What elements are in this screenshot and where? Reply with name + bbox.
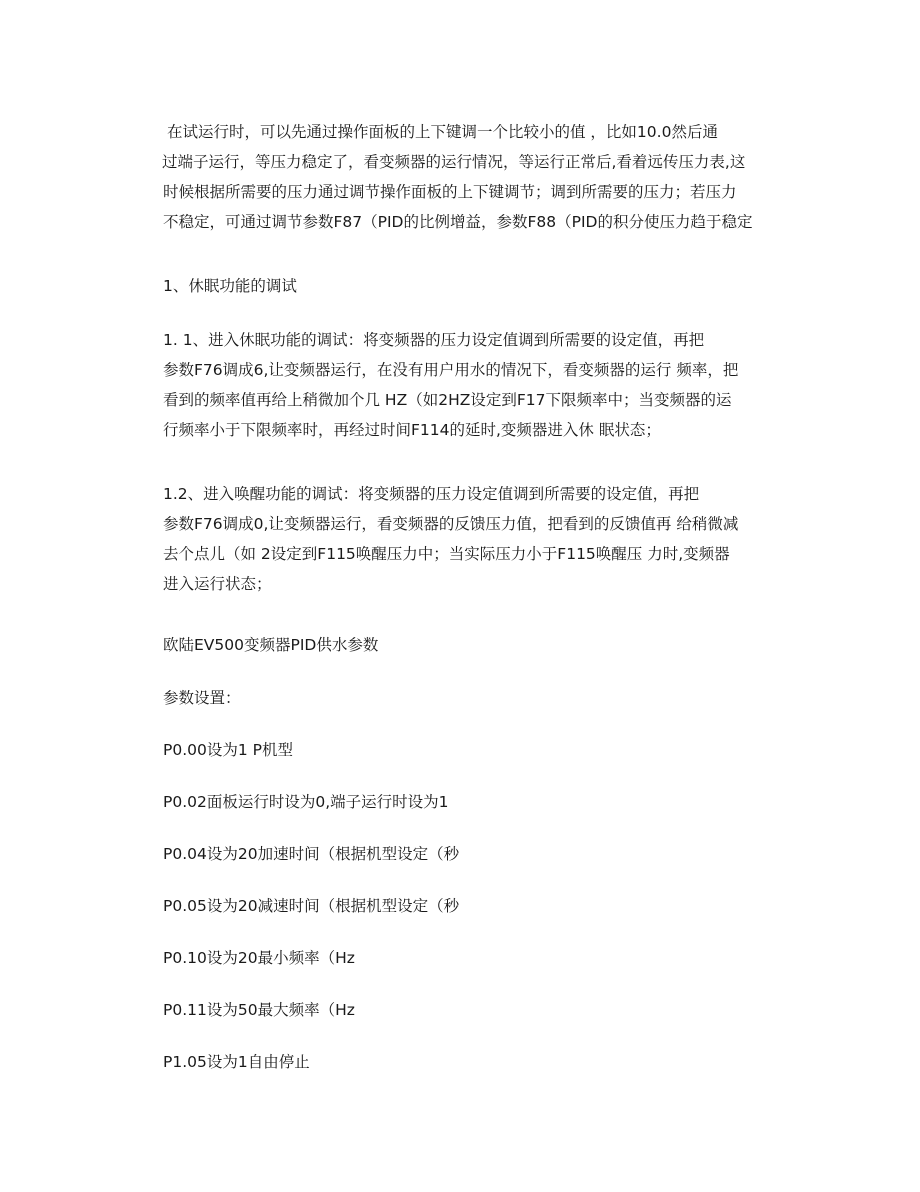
param-line-p005: P0.05设为20减速时间（根据机型设定（秒: [163, 897, 460, 915]
text-line: 进入运行状态；: [163, 575, 272, 593]
heading-sleep-function: 1、休眠功能的调试: [163, 277, 297, 295]
param-line-p002: P0.02面板运行时设为0,端子运行时设为1: [163, 793, 449, 811]
text-line: 参数F76调成0,让变频器运行，看变频器的反馈压力值，把看到的反馈值再 给稍微减: [163, 515, 739, 533]
param-line-p000: P0.00设为1 P机型: [163, 741, 293, 759]
text-line: 不稳定，可通过调节参数F87（PID的比例增益，参数F88（PID的积分使压力趋于稳定: [163, 213, 753, 231]
text-line: 1. 1、进入休眠功能的调试：将变频器的压力设定值调到所需要的设定值，再把: [163, 331, 705, 349]
text-line: 参数F76调成6,让变频器运行，在没有用户用水的情况下，看变频器的运行 频率，把: [163, 361, 739, 379]
settings-label: 参数设置：: [163, 689, 241, 707]
param-line-p004: P0.04设为20加速时间（根据机型设定（秒: [163, 845, 460, 863]
paragraph-enter-sleep: [163, 325, 778, 445]
text-line: 行频率小于下限频率时，再经过时间F114的延时,变频器进入休 眠状态；: [163, 421, 661, 439]
text-line: 在试运行时，可以先通过操作面板的上下键调一个比较小的值 ，比如10.0然后通: [167, 123, 718, 141]
text-line: 时候根据所需要的压力通过调节操作面板的上下键调节；调到所需要的压力；若压力: [163, 183, 737, 201]
param-line-p010: P0.10设为20最小频率（Hz: [163, 949, 355, 967]
paragraph-enter-wakeup: [163, 479, 778, 599]
text-line: 1.2、进入唤醒功能的调试：将变频器的压力设定值调到所需要的设定值，再把: [163, 485, 700, 503]
text-line: 看到的频率值再给上稍微加个几 HZ（如2HZ设定到F17下限频率中；当变频器的运: [163, 391, 732, 409]
section-title-ev500: 欧陆EV500变频器PID供水参数: [163, 636, 379, 654]
paragraph-trial-run: [163, 117, 778, 237]
text-line: 过端子运行，等压力稳定了，看变频器的运行情况，等运行正常后,看着远传压力表,这: [162, 153, 746, 171]
text-line: 去个点儿（如 2设定到F115唤醒压力中；当实际压力小于F115唤醒压 力时,变频器: [163, 545, 730, 563]
param-line-p011: P0.11设为50最大频率（Hz: [163, 1001, 355, 1019]
param-line-p105: P1.05设为1自由停止: [163, 1053, 310, 1071]
